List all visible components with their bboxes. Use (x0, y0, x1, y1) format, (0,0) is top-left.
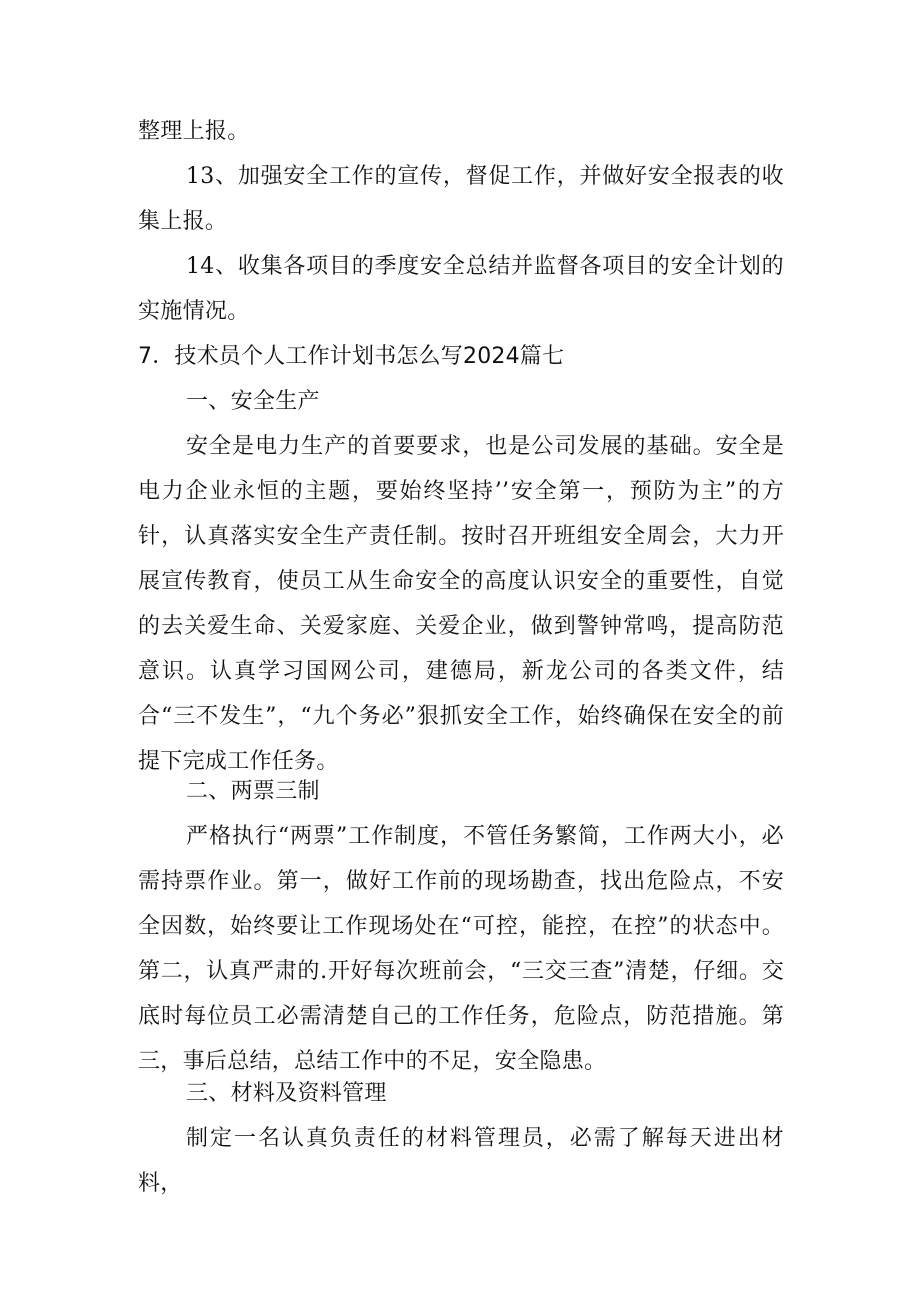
section-title: 7．技术员个人工作计划书怎么写2024篇七 (138, 344, 565, 369)
subsection-title-safety: 一、安全生产 (186, 389, 320, 414)
paragraph-continuation: 整理上报。 (138, 119, 250, 144)
paragraph-two-tickets: 严格执行“两票”工作制度，不管任务繁简，工作两大小，必需持票作业。第一，做好工作前的现场勘查，找出危险点，不安全因数，始终要让工作现场处在“可控，能控，在控”的状态中。第二，认真严肃的.开好每次班前会，“三交三查”清楚，仔细。交底时每位员工必需清楚自己的工作任务，危险点，防范措施。第三，事后总结，总结工作中的不足，安全隐患。 (138, 824, 784, 1074)
paragraph-materials: 制定一名认真负责任的材料管理员，必需了解每天进出材料， (138, 1126, 784, 1196)
list-item-13: 13、加强安全工作的宣传，督促工作，并做好安全报表的收集上报。 (138, 164, 784, 234)
subsection-title-materials: 三、材料及资料管理 (186, 1081, 387, 1106)
subsection-title-two-tickets: 二、两票三制 (186, 779, 320, 804)
paragraph-safety: 安全是电力生产的首要要求，也是公司发展的基础。安全是电力企业永恒的主题，要始终坚持’’安全第一，预防为主”的方针，认真落实安全生产责任制。按时召开班组安全周会，大力开展宣传教育，使员工从生命安全的高度认识安全的重要性，自觉的去关爱生命、关爱家庭、关爱企业，做到警钟常鸣，提高防范意识。认真学习国网公司，建德局，新龙公司的各类文件，结合“三不发生”，“九个务必”狠抓安全工作，始终确保在安全的前提下完成工作任务。 (138, 434, 784, 774)
list-item-14: 14、收集各项目的季度安全总结并监督各项目的安全计划的实施情况。 (138, 254, 784, 324)
